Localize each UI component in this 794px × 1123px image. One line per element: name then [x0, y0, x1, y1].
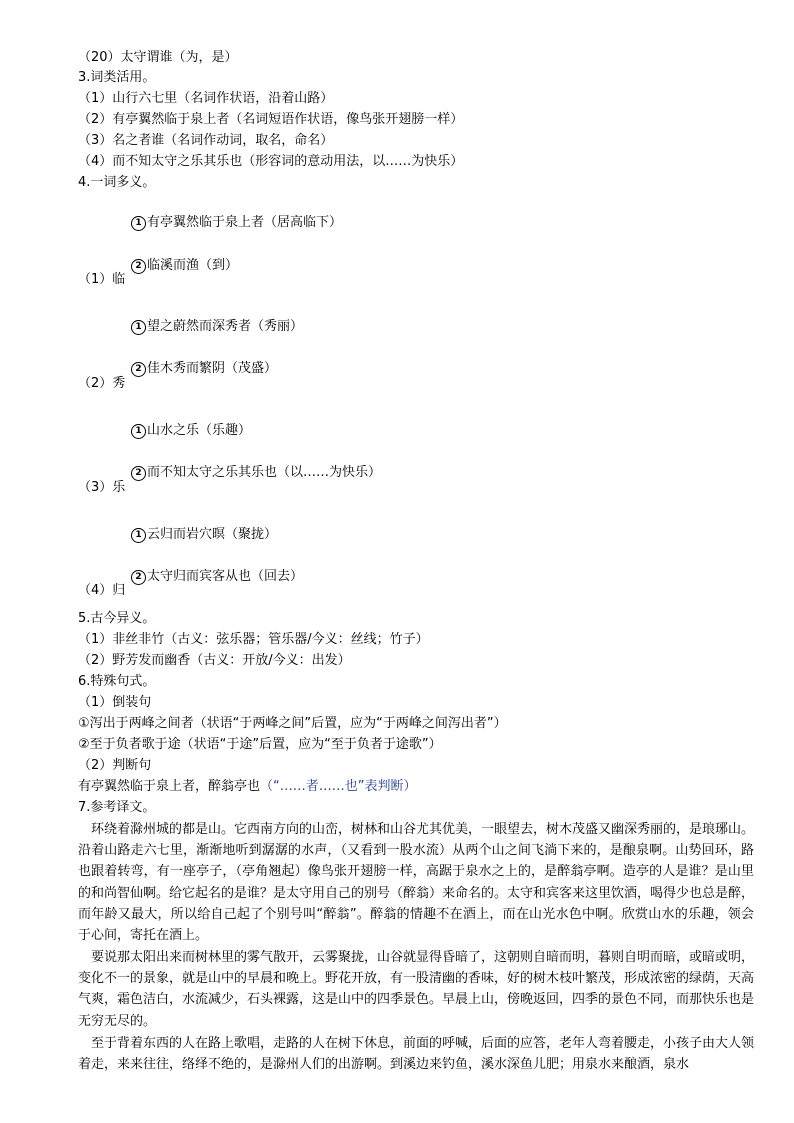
sense-text: 山水之乐（乐趣） [147, 423, 252, 438]
example-1: ①泻出于两峰之间者（状语“于两峰之间”后置，应为“于两峰之间泻出者”） [78, 716, 507, 731]
polysemy-word-label: （1）临 [78, 272, 126, 287]
translation-paragraph: 至于背着东西的人在路上歌唱，走路的人在树下休息，前面的呼喊，后面的应答，老年人弯着腰走，小孩子由大人领着走，来来往往，络绎不绝的，是滁州人们的出游啊。到溪边来钓鱼，溪水深鱼儿肥；用泉水来酿酒，泉水 [78, 1036, 755, 1073]
circled-number: 2 [131, 362, 146, 377]
sense-text: 云归而岩穴暝（聚拢） [147, 527, 278, 542]
polysemy-word-label: （4）归 [78, 583, 126, 598]
example-note: （“……者……也”表判断） [260, 779, 417, 794]
polysemy-sense [131, 213, 342, 233]
item-1: （1）非丝非竹（古义：弦乐器；管乐器/今义：丝线；竹子） [78, 632, 429, 647]
polysemy-sense [131, 359, 277, 379]
translation-paragraph: 要说那太阳出来而树林里的雾气散开，云雾聚拢，山谷就显得昏暗了，这朝则自暗而明，暮则自明而暗，或暗或明，变化不一的景象，就是山中的早晨和晚上。野花开放，有一股清幽的香味，好的树木枝叶繁茂，形成浓密的绿荫，天高气爽，霜色洁白，水流减少，石头裸露，这是山中的四季景色。早晨上山，傍晚返回，四季的景色不同，而那快乐也是无穷无尽的。 [78, 950, 755, 1029]
circled-number: 1 [131, 216, 146, 231]
polysemy-sense [131, 525, 277, 545]
circled-number: 2 [131, 259, 146, 274]
sense-text: 太守归而宾客从也（回去） [147, 569, 304, 584]
polysemy-sense [131, 256, 238, 276]
example-judgment [78, 777, 417, 797]
sense-text: 临溪而渔（到） [147, 258, 239, 273]
polysemy-sense [131, 317, 303, 337]
sense-text: 而不知太守之乐其乐也（以……为快乐） [147, 465, 382, 480]
polysemy-sense [131, 463, 381, 483]
item-20: （20）太守谓谁（为，是） [78, 50, 238, 65]
circled-number: 1 [131, 528, 146, 543]
polysemy-word-label: （3）乐 [78, 480, 126, 495]
circled-number: 1 [131, 424, 146, 439]
translation-paragraph: 环绕着滁州城的都是山。它西南方向的山峦，树林和山谷尤其优美，一眼望去，树木茂盛又幽深秀丽的，是琅琊山。沿着山路走六七里，渐渐地听到潺潺的水声，（又看到一股水流）从两个山之间飞淌下来的，是酿泉啊。山势回环，路也跟着转弯，有一座亭子，（亭角翘起）像鸟张开翅膀一样，高踞于泉水之上的，是醉翁亭啊。造亭的人是谁？是山里的和尚智仙啊。给它起名的是谁？是太守用自己的别号（醉翁）来命名的。太守和宾客来这里饮酒，喝得少也总是醉，而年龄又最大，所以给自己起了个别号叫“醉翁”。醉翁的情趣不在酒上，而在山光水色中啊。欣赏山水的乐趣，领会于心间，寄托在酒上。 [78, 822, 755, 944]
example-2: ②至于负者歌于途（状语“于途”后置，应为“至于负者于途歌”） [78, 737, 442, 752]
polysemy-sense [131, 567, 303, 587]
sense-text: 有亭翼然临于泉上者（居高临下） [147, 215, 343, 230]
section-heading-3: 3.词类活用。 [78, 70, 156, 85]
circled-number: 1 [131, 320, 146, 335]
item-2: （2）有亭翼然临于泉上者（名词短语作状语，像鸟张开翅膀一样） [78, 112, 464, 127]
sense-text: 望之蔚然而深秀者（秀丽） [147, 319, 304, 334]
polysemy-sense [131, 421, 251, 441]
item-1: （1）山行六七里（名词作状语，沿着山路） [78, 91, 334, 106]
sense-text: 佳木秀而繁阴（茂盛） [147, 361, 278, 376]
polysemy-word-label: （2）秀 [78, 376, 126, 391]
item-3: （3）名之者谁（名词作动词，取名，命名） [78, 133, 334, 148]
circled-number: 2 [131, 570, 146, 585]
subheading-judgment: （2）判断句 [78, 758, 152, 773]
circled-number: 2 [131, 466, 146, 481]
section-heading-4: 4.一词多义。 [78, 175, 156, 190]
section-heading-5: 5.古今异义。 [78, 611, 156, 626]
section-heading-7: 7.参考译文。 [78, 800, 156, 815]
example-text: 有亭翼然临于泉上者，醉翁亭也 [78, 779, 261, 794]
item-2: （2）野芳发而幽香（古义：开放/今义：出发） [78, 653, 351, 668]
item-4: （4）而不知太守之乐其乐也（形容词的意动用法，以……为快乐） [78, 154, 464, 169]
subheading-inversion: （1）倒装句 [78, 695, 152, 710]
section-heading-6: 6.特殊句式。 [78, 674, 156, 689]
